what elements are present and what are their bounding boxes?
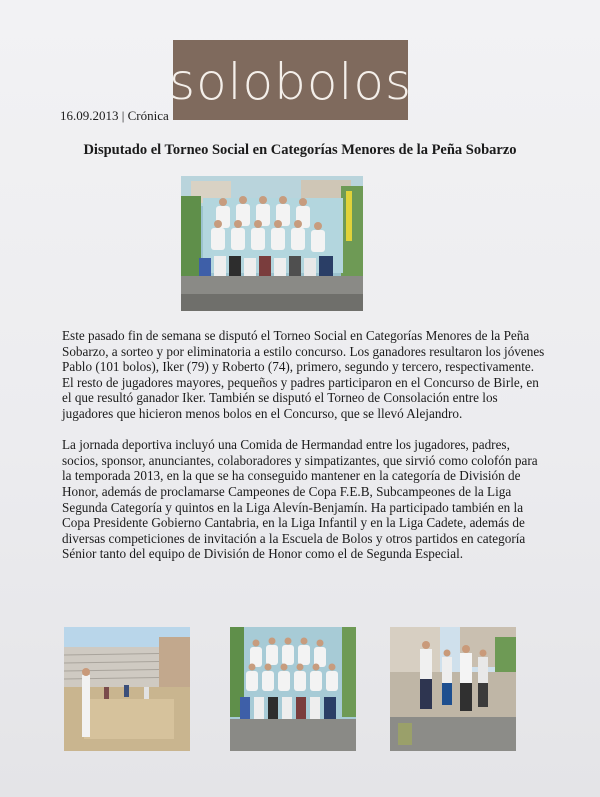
article-body [62,328,546,562]
award-photo [390,627,516,751]
article-title: Disputado el Torneo Social en Categorías Menores de la Peña Sobarzo [83,142,517,158]
paragraph-2: El resto de jugadores mayores, pequeños y padres participaron en el Concurso de Birle, en el que resultó ganador Iker. También se disputó el Torneo de Consolación entre los jugadores que hicieron menos bolos en el Concurso, que se llevó Alejandro. [62,374,539,421]
logo-text: solobolos [169,53,412,111]
team-group-photo [230,627,356,751]
dateline: 16.09.2013 | Crónica [60,108,169,123]
paragraph-3: La jornada deportiva incluyó una Comida de Hermandad entre los jugadores, padres, socios, sponsor, anunciantes, colaboradores y simpatizantes, que sirvió como colofón para la temporada 2013, en la que se ha conseguido mantener en la categoría de División de Honor, además de proclamarse Campeones de Copa F.E.B, Subcampeones de la Liga Segunda Categoría y quintos en la Liga Alevín-Benjamín. Ha participado también en la Copa Presidente Gobierno Cantabria, en la Liga Infantil y en la Liga Cadete, además de diversas competiciones de invitación a la Escuela de Bolos y otros partidos en categoría Sénior tanto del equipo de División de Honor como el de Segunda Especial. [62,437,538,562]
paragraph-1: Este pasado fin de semana se disputó el Torneo Social en Categorías Menores de la Peña Sobarzo, a sorteo y por eliminatoria a estilo concurso. Los ganadores resultaron los jóvenes Pablo (101 bolos), Iker (79) y Roberto (74), primero, segundo y tercero, respectivamente. [62,328,545,375]
team-photo [181,176,363,311]
solobolos-logo [169,40,412,120]
bowling-court-photo [64,627,190,751]
